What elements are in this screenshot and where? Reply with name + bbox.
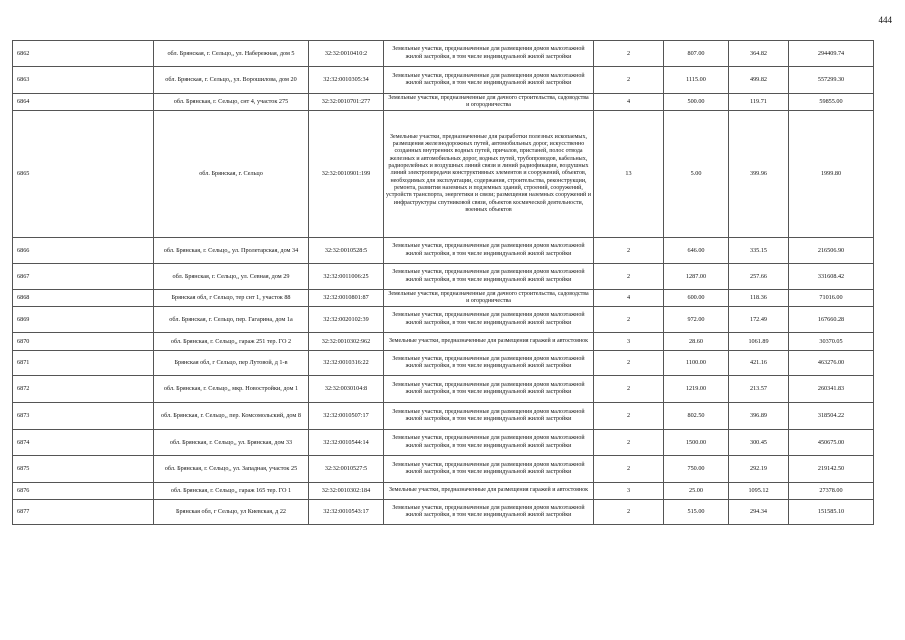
cadastral-number-cell: 32:32:0010507:17 [309,403,384,430]
cadastral-number-cell: 32:32:0011006:25 [309,264,384,290]
row-number: 6866 [13,238,154,264]
cadastral-number-cell: 32:32:0010527:5 [309,456,384,483]
area-cell: 1100.00 [664,351,729,376]
land-use-cell: Земельные участки, предназначенные для размещения гаражей и автостоянок [384,483,594,500]
page-number: 444 [878,15,892,25]
specific-value-cell: 292.19 [729,456,789,483]
area-cell: 1219.00 [664,376,729,403]
specific-value-cell: 499.82 [729,67,789,94]
row-number: 6876 [13,483,154,500]
row-number: 6874 [13,430,154,456]
area-cell: 802.50 [664,403,729,430]
specific-value-cell: 119.71 [729,94,789,111]
group-cell: 2 [594,41,664,67]
group-cell: 3 [594,483,664,500]
land-use-cell: Земельные участки, предназначенные для размещения домов малоэтажной жилой застройки, в том числе индивидуальной жилой застройки [384,351,594,376]
row-number: 6867 [13,264,154,290]
cadastral-number-cell: 32:32:0020102:39 [309,307,384,333]
cadastral-value-cell: 30370.05 [789,333,874,351]
group-cell: 2 [594,264,664,290]
cadastral-value-cell: 450675.00 [789,430,874,456]
address-cell: обл. Брянская, г. Сельцо, пер. Гагарина, дом 1а [154,307,309,333]
specific-value-cell: 399.96 [729,111,789,238]
table-row [13,307,874,333]
table-row [13,94,874,111]
row-number: 6873 [13,403,154,430]
group-cell: 2 [594,403,664,430]
table-row [13,351,874,376]
group-cell: 2 [594,376,664,403]
group-cell: 2 [594,351,664,376]
cadastral-value-cell: 71016.00 [789,290,874,307]
cadastral-number-cell: 32:32:0010302:184 [309,483,384,500]
cadastral-value-cell: 1999.80 [789,111,874,238]
land-use-cell: Земельные участки, предназначенные для размещения домов малоэтажной жилой застройки, в том числе индивидуальной жилой застройки [384,376,594,403]
table-row [13,264,874,290]
cadastral-number-cell: 32:32:0010543:17 [309,500,384,525]
area-cell: 25.00 [664,483,729,500]
table-row [13,483,874,500]
area-cell: 1500.00 [664,430,729,456]
cadastral-number-cell: 32:32:0010901:199 [309,111,384,238]
cadastral-value-cell: 557299.30 [789,67,874,94]
group-cell: 2 [594,456,664,483]
group-cell: 2 [594,307,664,333]
address-cell: обл. Брянская, г. Сельцо,, ул. Ворошилова, дом 20 [154,67,309,94]
land-use-cell: Земельные участки, предназначенные для размещения домов малоэтажной жилой застройки, в том числе индивидуальной жилой застройки [384,307,594,333]
cadastral-number-cell: 32:32:0010305:34 [309,67,384,94]
row-number: 6863 [13,67,154,94]
table-row [13,67,874,94]
cadastral-value-cell: 27378.00 [789,483,874,500]
area-cell: 515.00 [664,500,729,525]
land-use-cell: Земельные участки, предназначенные для размещения домов малоэтажной жилой застройки, в том числе индивидуальной жилой застройки [384,238,594,264]
table-row [13,111,874,238]
group-cell: 2 [594,67,664,94]
specific-value-cell: 1095.12 [729,483,789,500]
table-row [13,430,874,456]
address-cell: обл. Брянская, г. Сельцо,, гараж 165 тер. ГО 1 [154,483,309,500]
group-cell: 4 [594,94,664,111]
area-cell: 646.00 [664,238,729,264]
cadastral-number-cell: 32:32:0010528:5 [309,238,384,264]
area-cell: 1115.00 [664,67,729,94]
row-number: 6865 [13,111,154,238]
area-cell: 28.60 [664,333,729,351]
address-cell: обл. Брянская, г. Сельцо,, ул. Севная, дом 29 [154,264,309,290]
specific-value-cell: 294.34 [729,500,789,525]
address-cell: Брянская обл, г Сельцо, ул Киевская, д 22 [154,500,309,525]
table-row [13,403,874,430]
cadastral-value-cell: 216506.90 [789,238,874,264]
cadastral-value-cell: 294409.74 [789,41,874,67]
table-row [13,456,874,483]
specific-value-cell: 213.57 [729,376,789,403]
address-cell: обл. Брянская, г. Сельцо,, ул. Набережная, дом 5 [154,41,309,67]
land-use-cell: Земельные участки, предназначенные для размещения гаражей и автостоянок [384,333,594,351]
group-cell: 2 [594,500,664,525]
area-cell: 600.00 [664,290,729,307]
address-cell: обл. Брянская, г. Сельцо,, ул. Пролетарская, дом 34 [154,238,309,264]
address-cell: Брянская обл, г Сельцо, пер Лутовой, д 1-в [154,351,309,376]
cadastral-value-cell: 59855.00 [789,94,874,111]
row-number: 6872 [13,376,154,403]
land-use-cell: Земельные участки, предназначенные для дачного строительства, садоводства и огородничества [384,290,594,307]
cadastral-value-cell: 167660.28 [789,307,874,333]
specific-value-cell: 396.89 [729,403,789,430]
cadastral-value-cell: 151585.10 [789,500,874,525]
land-use-cell: Земельные участки, предназначенные для разработки полезных ископаемых, размещения железнодорожных путей, автомобильных дорог, искусственно созданных внутренних водных путей, причалов, пристаней, полос отвода железных и автомобильных дорог, водных путей, трубопроводов, кабельных, радиорелейных и воздушных линий связи и линий радиофикации, воздушных линий электропередачи конструктивных элементов и сооружений, объектов, необходимых для эксплуатации, содержания, строительства, реконструкции, ремонта, развития наземных и подземных зданий, строений, сооружений, устройств транспорта, энергетики и связи; размещения наземных сооружений и инфраструктуры спутниковой связи, объектов космической деятельности, военных объектов [384,111,594,238]
land-use-cell: Земельные участки, предназначенные для размещения домов малоэтажной жилой застройки, в том числе индивидуальной жилой застройки [384,41,594,67]
row-number: 6869 [13,307,154,333]
address-cell: Брянская обл, г Сельцо, тер снт 1, участок 88 [154,290,309,307]
row-number: 6862 [13,41,154,67]
land-use-cell: Земельные участки, предназначенные для размещения домов малоэтажной жилой застройки, в том числе индивидуальной жилой застройки [384,264,594,290]
address-cell: обл. Брянская, г. Сельцо, снт 4, участок 275 [154,94,309,111]
cadastral-value-cell: 318504.22 [789,403,874,430]
land-use-cell: Земельные участки, предназначенные для размещения домов малоэтажной жилой застройки, в том числе индивидуальной жилой застройки [384,430,594,456]
specific-value-cell: 335.15 [729,238,789,264]
cadastral-number-cell: 32:32:0010410:2 [309,41,384,67]
row-number: 6870 [13,333,154,351]
cadastral-value-cell: 219142.50 [789,456,874,483]
table-row [13,41,874,67]
area-cell: 750.00 [664,456,729,483]
address-cell: обл. Брянская, г. Сельцо,, ул. Западная, участок 25 [154,456,309,483]
specific-value-cell: 364.82 [729,41,789,67]
cadastral-value-cell: 331608.42 [789,264,874,290]
table-row [13,238,874,264]
table-row [13,500,874,525]
group-cell: 13 [594,111,664,238]
group-cell: 2 [594,430,664,456]
row-number: 6877 [13,500,154,525]
address-cell: обл. Брянская, г. Сельцо,, ул. Брянская, дом 33 [154,430,309,456]
cadastral-number-cell: 32:32:0010544:14 [309,430,384,456]
address-cell: обл. Брянская, г. Сельцо,, пер. Комсомольский, дом 8 [154,403,309,430]
row-number: 6871 [13,351,154,376]
land-use-cell: Земельные участки, предназначенные для дачного строительства, садоводства и огородничества [384,94,594,111]
specific-value-cell: 118.36 [729,290,789,307]
specific-value-cell: 300.45 [729,430,789,456]
specific-value-cell: 1061.89 [729,333,789,351]
land-use-cell: Земельные участки, предназначенные для размещения домов малоэтажной жилой застройки, в том числе индивидуальной жилой застройки [384,500,594,525]
row-number: 6875 [13,456,154,483]
table-row [13,333,874,351]
address-cell: обл. Брянская, г. Сельцо,, гараж 251 тер. ГО 2 [154,333,309,351]
specific-value-cell: 421.16 [729,351,789,376]
land-use-cell: Земельные участки, предназначенные для размещения домов малоэтажной жилой застройки, в том числе индивидуальной жилой застройки [384,456,594,483]
registry-table [12,40,874,525]
area-cell: 500.00 [664,94,729,111]
table-row [13,376,874,403]
cadastral-number-cell: 32:32:0010801:87 [309,290,384,307]
group-cell: 2 [594,238,664,264]
cadastral-number-cell: 32:32:0030104:8 [309,376,384,403]
address-cell: обл. Брянская, г. Сельцо [154,111,309,238]
cadastral-value-cell: 260341.83 [789,376,874,403]
group-cell: 3 [594,333,664,351]
cadastral-number-cell: 32:32:0010701:277 [309,94,384,111]
table-row [13,290,874,307]
specific-value-cell: 257.66 [729,264,789,290]
group-cell: 4 [594,290,664,307]
area-cell: 972.00 [664,307,729,333]
address-cell: обл. Брянская, г. Сельцо,, мкр. Новостройки, дом 1 [154,376,309,403]
area-cell: 5.00 [664,111,729,238]
area-cell: 1287.00 [664,264,729,290]
land-use-cell: Земельные участки, предназначенные для размещения домов малоэтажной жилой застройки, в том числе индивидуальной жилой застройки [384,67,594,94]
cadastral-value-cell: 463276.00 [789,351,874,376]
row-number: 6868 [13,290,154,307]
area-cell: 807.00 [664,41,729,67]
specific-value-cell: 172.49 [729,307,789,333]
cadastral-number-cell: 32:32:0010316:22 [309,351,384,376]
land-use-cell: Земельные участки, предназначенные для размещения домов малоэтажной жилой застройки, в том числе индивидуальной жилой застройки [384,403,594,430]
row-number: 6864 [13,94,154,111]
cadastral-number-cell: 32:32:0010302:962 [309,333,384,351]
